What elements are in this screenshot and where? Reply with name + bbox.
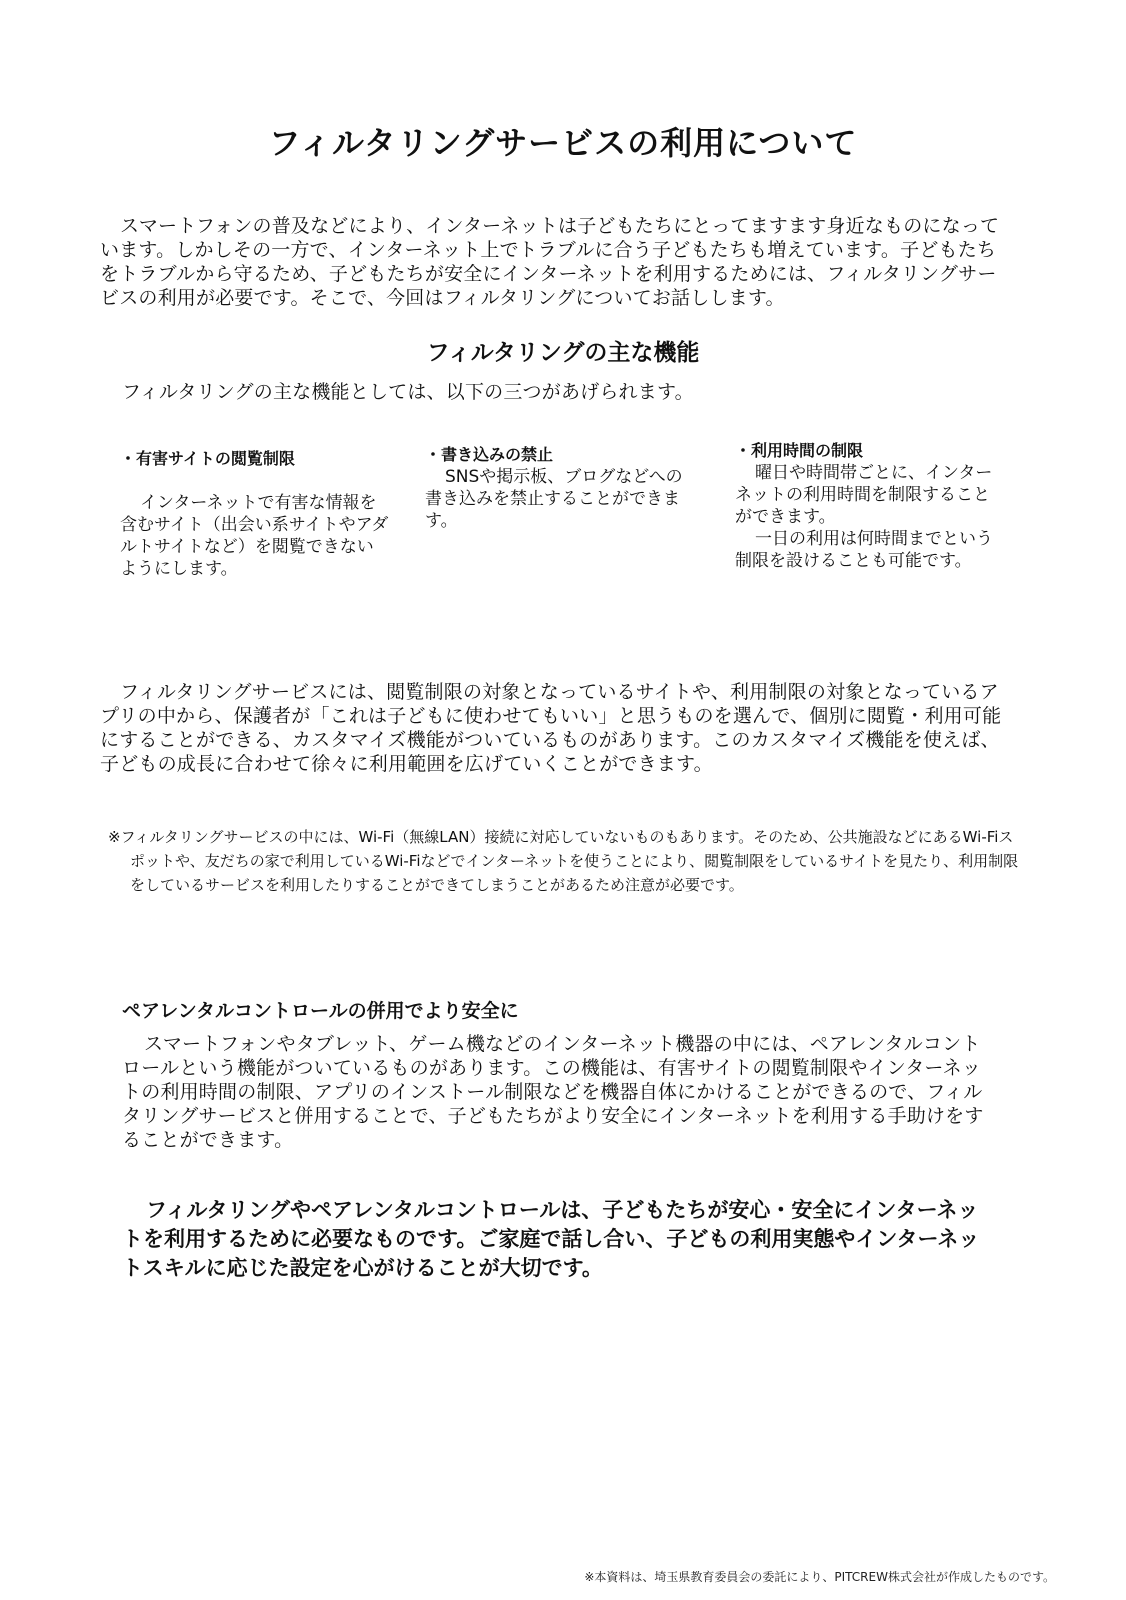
footer-credit: ※本資料は、埼玉県教育委員会の委託により、PITCREW株式会社が作成したものです。 [584, 1570, 1055, 1584]
function-body-extra: 一日の利用は何時間までという制限を設けることも可能です。 [735, 529, 993, 571]
function-item-time-limit [735, 440, 1000, 572]
conclusion-paragraph: フィルタリングやペアレンタルコントロールは、子どもたちが安心・安全にインターネットを利用するために必要なものです。ご家庭で話し合い、子どもの利用実態やインターネットスキルに応じた設定を心がけることが大切です。 [122, 1198, 980, 1280]
function-body: 曜日や時間帯ごとに、インターネットの利用時間を制限することができます。 [735, 463, 993, 527]
parental-heading: ペアレンタルコントロールの併用でより安全に [122, 1000, 519, 1022]
wifi-note: ※フィルタリングサービスの中には、Wi-Fi（無線LAN）接続に対応していないものもあります。そのため、公共施設などにあるWi-Fiスポットや、友だちの家で利用しているWi-Fiなどでインターネットを使うことにより、閲覧制限をしているサイトを見たり、利用制限をしているサービスを利用したりすることができてしまうことがあるため注意が必要です。 [108, 828, 1019, 894]
function-item-harmful-sites [120, 448, 390, 580]
function-title: ・有害サイトの閲覧制限 [120, 449, 295, 468]
intro-paragraph: スマートフォンの普及などにより、インターネットは子どもたちにとってますます身近なものになっています。しかしその一方で、インターネット上でトラブルに合う子どもたちも増えています。子どもたちをトラブルから守るため、子どもたちが安全にインターネットを利用するためには、フィルタリングサービスの利用が必要です。そこで、今回はフィルタリングについてお話しします。 [100, 215, 1000, 309]
page-title: フィルタリングサービスの利用について [268, 124, 858, 162]
functions-lead: フィルタリングの主な機能としては、以下の三つがあげられます。 [122, 381, 694, 403]
function-title: ・書き込みの禁止 [425, 445, 554, 464]
customize-paragraph: フィルタリングサービスには、閲覧制限の対象となっているサイトや、利用制限の対象となっているアプリの中から、保護者が「これは子どもに使わせてもいい」と思うものを選んで、個別に閲覧・利用可能にすることができる、カスタマイズ機能がついているものがあります。このカスタマイズ機能を使えば、子どもの成長に合わせて徐々に利用範囲を広げていくことができます。 [100, 681, 1002, 775]
parental-paragraph: スマートフォンやタブレット、ゲーム機などのインターネット機器の中には、ペアレンタルコントロールという機能がついているものがあります。この機能は、有害サイトの閲覧制限やインターネットの利用時間の制限、アプリのインストール制限などを機器自体にかけることができるので、フィルタリングサービスと併用することで、子どもたちがより安全にインターネットを利用する手助けをすることができます。 [122, 1033, 984, 1151]
functions-heading: フィルタリングの主な機能 [426, 340, 700, 366]
function-item-posting-ban [425, 444, 690, 532]
function-body: SNSや掲示板、ブログなどへの書き込みを禁止することができます。 [425, 467, 683, 531]
function-title: ・利用時間の制限 [735, 441, 864, 460]
function-body: インターネットで有害な情報を含むサイト（出会い系サイトやアダルトサイトなど）を閲覧できないようにします。 [120, 493, 389, 579]
